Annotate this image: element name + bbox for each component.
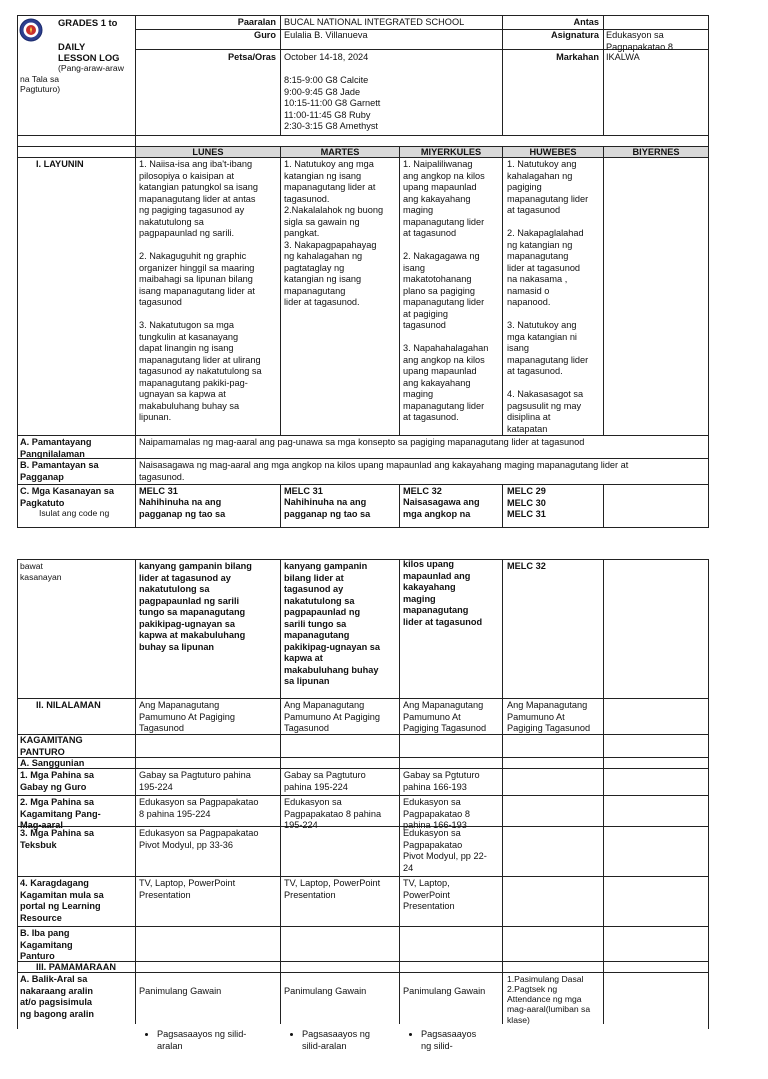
kasanayan-label: C. Mga Kasanayan sa Pagkatuto: [20, 486, 114, 508]
petsa-value: October 14-18, 2024 8:15-9:00 G8 Calcite 9:00-9:45 G8 Jade 10:15-11:00 G8 Garnett 11:00-11:45 G8 Ruby 2:30-3:15 G8 Amethyst: [284, 52, 381, 131]
pahina-gabay-martes: Gabay sa Pagtuturo pahina 195-224: [284, 770, 366, 792]
kasanayan-martes-text-continued: kanyang gampanin bilang lider at tagasunod ay nakatutulong sa pagpapaunlad ng sarili tungo sa mapanagutang pakikipag-ugnayan sa kapwa at makabuluhang buhay sa lipunan: [284, 561, 380, 686]
asignatura-label: Asignatura: [551, 30, 599, 40]
paaralan-value: BUCAL NATIONAL INTEGRATED SCHOOL: [284, 17, 465, 27]
karagdagang-lunes: TV, Laptop, PowerPoint Presentation: [139, 878, 236, 900]
balik-aral-martes-title: Panimulang Gawain: [284, 985, 367, 996]
guro-label: Guro: [254, 30, 276, 40]
kasanayan-lunes-text-continued: kanyang gampanin bilang lider at tagasunod ay nakatutulong sa pagpapaunlad ng sarili tungo sa mapanagutang pakikipag-ugnayan sa kapwa at makabuluhang buhay sa lipunan: [139, 561, 252, 652]
petsa-label: Petsa/Oras: [227, 52, 276, 62]
pahina-kagamitan-martes: Edukasyon sa Pagpapakatao 8 pahina 195-224: [284, 797, 382, 830]
list-item: • Pagsasaayos ng silid-aralan: [302, 1029, 398, 1052]
day-header-miyerkules: MIYERKULES: [420, 147, 482, 157]
kasanayan-lunes-text: Nahihinuha na ang pagganap ng tao sa: [139, 497, 226, 519]
guro-value: Eulalia B. Villanueva: [284, 30, 368, 40]
balik-aral-martes: [284, 974, 398, 1079]
layunin-label: I. LAYUNIN: [36, 159, 84, 169]
pahina-kagamitan-miyerkules: Edukasyon sa Pagpapakatao 8 pahina 166-193: [403, 797, 470, 830]
pahina-gabay-label: 1. Mga Pahina sa Gabay ng Guro: [20, 770, 95, 792]
pamantayan-pagganap-label: B. Pamantayan sa Pagganap: [20, 460, 99, 482]
layunin-huwebes: 1. Natutukoy ang kahalagahan ng pagiging mapanagutang lider at tagasunod 2. Nakapaglalahad ng katangian ng mapanagutang lider at tagasunod na nakasama , namasid o napanood. 3. Natutukoy ang mga katangian ni isang mapanagutang lider at tagasunod. 4. Nakasasagot sa pagsusulit ng may disiplina at katapatan: [507, 159, 589, 434]
list-item: • Pagsasaayos ng silid- aralan: [157, 1029, 279, 1052]
nilalaman-label: II. NILALAMAN: [36, 700, 101, 710]
day-header-biyernes: BIYERNES: [632, 147, 680, 157]
balik-aral-miyerkules: [403, 974, 501, 1079]
pahina-teksbuk-lunes: Edukasyon sa Pagpapakatao Pivot Modyul, pp 33-36: [139, 828, 259, 850]
pamantayan-pagganap-value: Naisasagawa ng mag-aaral ang mga angkop na kilos upang mapaunlad ang kakayahang maging mapanagutang lider at tagasunod.: [139, 460, 629, 482]
kasanayan-miyerkules-code: MELC 32: [403, 486, 442, 496]
pamamaraan-label: III. PAMAMARAAN: [36, 962, 116, 972]
pamantayang-pangnilalaman-label: A. Pamantayang Pangnilalaman: [20, 437, 92, 459]
layunin-lunes: 1. Naiisa-isa ang iba't-ibang pilosopiya o kaisipan at katangian patungkol sa isang mapanagutang lider at antas ng pagiging tagasunod ay nakatutulong sa pagpapaunlad ng sarili. 2. Nakaguguhit ng graphic organizer hinggil sa maaring maibahagi sa lipunan bilang isang mapanagutang lider at tagasunod 3. Nakatutugon sa mga tungkulin at kasanayang dapat linangin ng isang mapanagutang lider at ulirang tagasunod ay nakatutulong sa mapanagutang pakiki-pag- ugnayan sa kapwa at makabuluhang buhay sa lipunan.: [139, 159, 262, 422]
list-item: • Pagsasaayos ng silid-: [421, 1029, 501, 1052]
asignatura-value: Edukasyon sa Pagpapakatao 8: [606, 30, 673, 52]
kasanayan-miyerkules-text-continued: kilos upang mapaunlad ang kakayahang maging mapanagutang lider at tagasunod: [403, 559, 483, 627]
balik-aral-lunes-title: Panimulang Gawain: [139, 985, 222, 996]
balik-aral-lunes-list: [139, 1018, 279, 1068]
layunin-martes: 1. Natutukoy ang mga katangian ng isang mapanagutang lider at tagasunod. 2.Nakalalahok ng buong sigla sa gawain ng pangkat. 3. Nakapagpapahayag ng kahalagahan ng pagtataglay ng katangian ng isang mapanagutang lider at tagasunod.: [284, 159, 384, 307]
kasanayan-martes-code: MELC 31: [284, 486, 323, 496]
kagamitang-label: KAGAMITANG PANTURO: [20, 735, 83, 757]
balik-aral-huwebes: 1.Pasimulang Dasal 2.Pagtsek ng Attendance ng mga mag-aaral(lumiban sa klase): [507, 974, 591, 1025]
nilalaman-huwebes: Ang Mapanagutang Pamumuno At Pagiging Tagasunod: [507, 700, 591, 733]
antas-label: Antas: [573, 17, 599, 27]
day-header-huwebes: HUWEBES: [529, 147, 577, 157]
kasanayan-note: Isulat ang code ng: [39, 508, 110, 518]
balik-aral-miyerkules-list: [403, 1018, 501, 1068]
day-header-lunes: LUNES: [192, 147, 224, 157]
markahan-value: IKALWA: [606, 52, 640, 62]
karagdagang-miyerkules: TV, Laptop, PowerPoint Presentation: [403, 878, 455, 911]
nilalaman-miyerkules: Ang Mapanagutang Pamumuno At Pagiging Tagasunod: [403, 700, 487, 733]
nilalaman-lunes: Ang Mapanagutang Pamumuno At Pagiging Tagasunod: [139, 700, 236, 733]
layunin-miyerkules: 1. Naipaliliwanag ang angkop na kilos upang mapaunlad ang kakayahang maging mapanagutang lider at tagasunod 2. Nakagagawa ng isang makatotohanang plano sa pagiging mapanagutang lider at pagiging tagasunod 3. Napahahalagahan ang angkop na kilos upang mapaunlad ang kakayahang maging mapanagutang lider at tagasunod.: [403, 159, 489, 422]
log-title: GRADES 1 to DAILY LESSON LOG: [58, 17, 120, 64]
sanggunian-label: A. Sanggunian: [20, 758, 85, 768]
kasanayan-huwebes-codes: MELC 29 MELC 30 MELC 31: [507, 486, 546, 519]
balik-aral-lunes: [139, 974, 279, 1079]
karagdagang-martes: TV, Laptop, PowerPoint Presentation: [284, 878, 381, 900]
pahina-teksbuk-label: 3. Mga Pahina sa Teksbuk: [20, 828, 95, 850]
pahina-kagamitan-label: 2. Mga Pahina sa Kagamitang Pang- Mag-aaral: [20, 797, 101, 830]
karagdagang-label: 4. Karagdagang Kagamitan mula sa portal ng Learning Resource: [20, 878, 104, 923]
kasanayan-miyerkules-text: Naisasagawa ang mga angkop na: [403, 497, 480, 519]
balik-aral-label: A. Balik-Aral sa nakaraang aralin at/o pagsisimula ng bagong aralin: [20, 974, 95, 1019]
iba-pang-label: B. Iba pang Kagamitang Panturo: [20, 928, 73, 961]
markahan-label: Markahan: [556, 52, 599, 62]
kasanayan-note-continued: bawat kasanayan: [20, 561, 62, 582]
pahina-gabay-lunes: Gabay sa Pagtuturo pahina 195-224: [139, 770, 251, 792]
paaralan-label: Paaralan: [237, 17, 276, 27]
kasanayan-martes-text: Nahihinuha na ang pagganap ng tao sa: [284, 497, 371, 519]
day-header-martes: MARTES: [320, 147, 360, 157]
kasanayan-huwebes-code-continued: MELC 32: [507, 561, 546, 571]
pamantayang-pangnilalaman-value: Naipamamalas ng mag-aaral ang pag-unawa sa mga konsepto sa pagiging mapanagutang lider at tagasunod: [139, 437, 585, 447]
log-subtitle: (Pang-araw-araw na Tala sa Pagtuturo): [20, 63, 124, 95]
kasanayan-lunes-code: MELC 31: [139, 486, 178, 496]
pahina-kagamitan-lunes: Edukasyon sa Pagpapakatao 8 pahina 195-224: [139, 797, 259, 819]
pahina-gabay-miyerkules: Gabay sa Pgtuturo pahina 166-193: [403, 770, 480, 792]
pahina-teksbuk-miyerkules: Edukasyon sa Pagpapakatao Pivot Modyul, pp 22- 24: [403, 828, 487, 873]
nilalaman-martes: Ang Mapanagutang Pamumuno At Pagiging Tagasunod: [284, 700, 381, 733]
balik-aral-martes-list: [284, 1018, 398, 1068]
balik-aral-miyerkules-title: Panimulang Gawain: [403, 985, 486, 996]
